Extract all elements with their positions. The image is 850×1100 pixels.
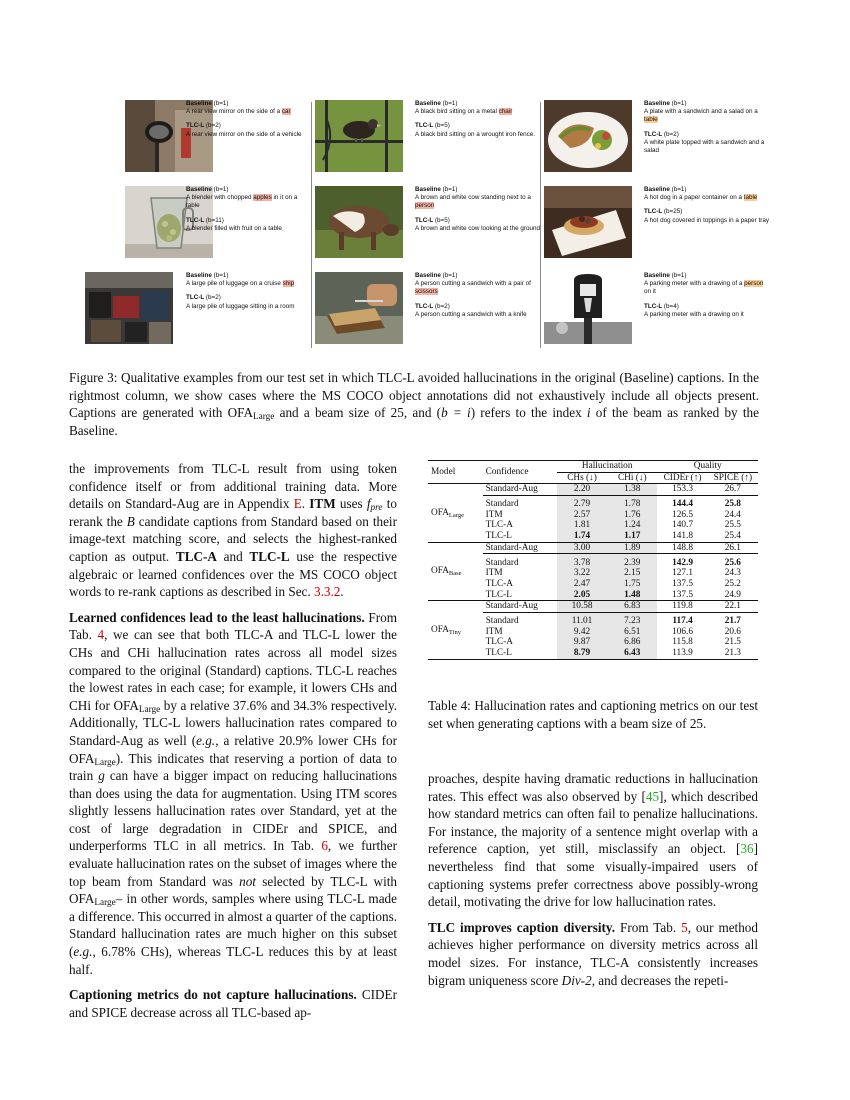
confidence-label: Standard-Aug [485,484,538,495]
table-row [428,542,758,554]
chi-value: 6.86 [607,637,657,648]
confidence-label: ITM [485,568,503,579]
model-name: $OFA_{Tiny}$ [428,601,483,659]
spice-value: 25.2 [724,578,741,589]
spice-value: 26.1 [708,542,758,554]
baseline-caption: Baseline (b=1) [415,100,458,107]
hallucinated-word: person [744,280,764,288]
baseline-caption: Baseline (b=1) [644,100,687,107]
figure-3 [85,96,769,354]
cider-value: 115.8 [672,637,693,648]
tlc-text: A white plate topped with a sandwich and a salad [644,138,765,155]
confidence-label: Standard-Aug [483,542,557,554]
bird-photo [315,100,403,172]
column-divider [311,102,312,348]
tlc-text: A parking meter with a drawing on it [644,310,744,318]
confidence-label: TLC-L [485,531,512,542]
cider-value: 113.9 [657,648,707,659]
example-captions [415,272,540,319]
hallucinated-word: chair [498,108,513,116]
spice-value: 21.5 [724,637,741,648]
spice-value: 21.7 [724,616,741,627]
tlc-text: A large pile of luggage sitting in a room [186,302,295,310]
chs-value: 11.01 [557,616,607,627]
table-link[interactable]: 4 [97,627,105,643]
citation-link[interactable]: 45 [645,788,660,804]
paragraph-diversity: TLC improves caption diversity. From Tab. 5, our method achieves higher performance on diversity metrics across all model sizes. For instance, TLC-A consistently increases bigram uniqueness score Div-2, and decreases the repeti- [428,919,758,988]
tlc-text: A person cutting a sandwich with a knife [415,310,527,318]
cider-value: 148.8 [657,542,707,554]
paragraph-heading: TLC improves caption diversity. [428,919,616,935]
tlc-caption: TLC-L (b=11) [186,216,224,224]
chs-value: 10.58 [557,601,607,613]
chs-value: 9.87 [557,637,607,648]
baseline-text: A blender with chopped apples in it on a table [186,194,298,210]
example-captions [644,186,769,225]
header-spice: SPICE (↑) [708,472,758,484]
figure-column [85,96,311,354]
spice-value: 26.7 [724,484,741,495]
chi-value: 2.15 [607,568,657,579]
spice-value: 25.6 [724,557,741,568]
hallucinated-word: table [743,194,758,202]
baseline-text: A large pile of luggage on a cruise ship [186,280,295,288]
chi-value: 1.17 [607,531,657,542]
cider-value: 137.5 [672,589,693,600]
chi-value: 1.89 [607,542,657,554]
tlc-text: A blender filled with fruit on a table [186,224,282,232]
appendix-link[interactable]: E [293,496,302,512]
tlc-caption: TLC-L (b=5) [415,122,450,130]
chi-value: 7.23 [607,616,657,627]
chs-value: 1.81 [557,520,607,531]
confidence-label: Standard [485,616,519,627]
figure-column [544,96,770,354]
hotdog-photo [544,186,632,258]
chi-value: 6.83 [607,601,657,613]
luggage-photo [85,272,173,344]
figure-caption: Figure 3: Qualitative examples from our test set in which TLC-L avoided hallucinations in the original (Baseline) captions. In the rightmost column, we show cases where the MS COCO object annotations did not exhaustively include all objects present. Captions are generated with $OFA_{Large}$ and a beam size of 25, and (b = i) refers to the index i of the beam as ranked by the Baseline. [69,370,759,438]
tlc-caption: TLC-L (b=25) [644,208,683,216]
cider-value: 153.3 [672,484,693,495]
meter-photo [544,272,632,344]
model-name: $OFA_{Base}$ [428,542,483,600]
sandwich-photo [315,272,403,344]
confidence-label: ITM [485,509,503,520]
chi-value: 1.38 [607,484,657,496]
tlc-text: A brown and white cow looking at the ground [415,224,540,232]
plate-photo [544,100,632,172]
left-column [69,460,397,1029]
table-row [428,484,758,496]
figure-example [85,96,311,176]
paragraph-heading: Captioning metrics do not capture hallucinations. [69,987,357,1003]
confidence-label: ITM [485,626,503,637]
example-captions [186,100,311,139]
cider-value: 117.4 [672,616,693,627]
figure-example [85,268,311,348]
chs-value: 3.78 [557,558,607,569]
cow-photo [315,186,403,258]
chs-value: 2.79 [557,499,607,510]
paragraph-learned-confidences: Learned confidences lead to the least hallucinations. From Tab. 4, we can see that both TLC-A and TLC-L lower the CHs and CHi hallucination rates across all model sizes compared to the original (Standard) captions. TLC-L reaches the lowest rates in each case; for example, it lowers CHs and CHi for $OFA_{Large}$ by a relative 37.6% and 34.3% respectively. Additionally, TLC-L lowers hallucination rates compared to Standard-Aug as well (e.g., a relative 20.9% lower CHs for $OFA_{Large}$). This indicates that reserving a portion of data to train g can have a bigger impact on reducing hallucinations than does using the data for augmentation. Using ITM scores slightly lessens hallucination rates over Standard, yet at the cost of large degradation in CIDEr and SPICE, and underperforms TLC in all metrics. In Tab. 6, we further evaluate hallucination rates on the subset of images where the top beam from Standard was not selected by TLC-L with $OFA_{Large}-$ in other words, samples where using TLC-L made a difference. This occurred in almost a quarter of the captions. Standard hallucination rates are much higher on this subset (e.g., 6.78% CHs), whereas TLC-L reduces this by at least half. [69,609,397,977]
figure-example [544,96,770,176]
header-chi: CHi (↓) [607,472,657,484]
cider-value: 142.9 [672,557,693,568]
cider-value: 137.5 [672,578,693,589]
figure-example [85,182,311,262]
example-captions [415,186,540,233]
hallucinated-word: car [281,108,291,116]
chs-value: 8.79 [557,648,607,659]
chs-value: 3.00 [557,542,607,554]
example-captions [644,100,769,155]
confidence-label: TLC-L [483,648,557,659]
baseline-text: A rear view mirror on the side of a car [186,108,291,116]
spice-value: 24.4 [724,509,741,520]
tlc-caption: TLC-L (b=2) [186,122,221,130]
chs-value: 3.22 [557,568,607,579]
example-captions [644,272,769,319]
header-confidence: Confidence [483,461,557,484]
tlc-caption: TLC-L (b=2) [415,302,450,310]
baseline-caption: Baseline (b=1) [644,186,687,193]
header-cider: CIDEr (↑) [657,472,707,484]
confidence-label: TLC-A [485,637,513,648]
table-caption: Table 4: Hallucination rates and captioning metrics on our test set when generating captions with a beam size of 25. [428,698,758,731]
baseline-caption: Baseline (b=1) [415,272,458,279]
baseline-text: A plate with a sandwich and a salad on a table [644,108,758,124]
chi-value: 1.48 [607,590,657,601]
tlc-text: A black bird sitting on a wrought iron fence. [415,130,536,138]
paragraph-heading: Learned confidences lead to the least hallucinations. [69,609,365,625]
header-chs: CHs (↓) [557,472,607,484]
section-link[interactable]: 3.3.2 [314,584,341,600]
spice-value: 21.3 [708,648,758,659]
cider-value: 127.1 [672,568,693,579]
chs-value: 2.05 [557,590,607,601]
chs-value: 2.47 [557,579,607,590]
table-row [428,601,758,613]
tlc-caption: TLC-L (b=2) [644,130,679,138]
paragraph-metrics-continued: proaches, despite having dramatic reductions in hallucination rates. This effect was also observed by [45], which described how standard metrics can often fail to penalize hallucinations. For instance, the majority of a sentence might overlap with a reference caption, yet still, misclassify an object. [36] nevertheless find that some visually-impaired users of captioning systems prefer correctness above possibly-wrong detail, motivating the drive for low hallucination rates. [428,771,758,910]
confidence-label: TLC-A [485,520,513,531]
chi-value: 1.76 [607,510,657,521]
baseline-caption: Baseline (b=1) [186,100,229,107]
header-quality: Quality [657,461,758,473]
figure-example [544,268,770,348]
cider-value: 144.4 [672,499,693,510]
hallucinated-word: scissors [415,288,438,296]
paragraph-captioning-metrics: Captioning metrics do not capture hallucinations. CIDEr and SPICE decrease across all TLC-based ap- [69,987,397,1020]
hallucinated-word: ship [282,280,295,288]
chs-value: 2.57 [557,510,607,521]
chs-value: 2.20 [557,484,607,496]
confidence-label: Standard-Aug [483,601,557,613]
baseline-text: A person cutting a sandwich with a pair of scissors [415,280,531,296]
chs-value: 1.74 [557,531,607,542]
spice-value: 20.6 [724,626,741,637]
chi-value: 6.51 [607,627,657,638]
hallucinated-word: table [644,116,658,124]
spice-value: 25.8 [724,499,741,510]
cider-value: 141.8 [672,531,693,542]
spice-value: 24.3 [724,568,741,579]
tlc-caption: TLC-L (b=2) [186,294,221,302]
tlc-caption: TLC-L (b=4) [644,302,679,310]
tlc-text: A rear view mirror on the side of a vehicle [186,130,302,138]
header-model: Model [428,461,483,484]
baseline-text: A black bird sitting on a metal chair [415,108,513,116]
hallucinated-word: apples [253,194,272,202]
figure-example [544,182,770,262]
chi-value: 1.75 [607,579,657,590]
confidence-label: TLC-L [485,589,512,600]
figure-example [315,268,541,348]
cider-value: 140.7 [672,520,693,531]
chi-value: 1.24 [607,520,657,531]
table-link[interactable]: 5 [681,919,688,935]
baseline-caption: Baseline (b=1) [644,272,687,279]
baseline-caption: Baseline (b=1) [186,186,229,193]
example-captions [415,100,540,139]
example-captions [186,186,311,233]
table-header-row [428,461,758,473]
confidence-label: Standard [485,499,519,510]
confidence-label: TLC-A [485,578,513,589]
spice-value: 24.9 [724,589,741,600]
confidence-label: Standard [485,557,519,568]
right-column [428,770,758,997]
table-link[interactable]: 6 [321,838,328,854]
table-4 [428,460,758,660]
model-name: $OFA_{Large}$ [431,507,464,519]
hallucinated-word: person [415,202,435,210]
chi-value: 2.39 [607,558,657,569]
figure-example [315,182,541,262]
baseline-text: A brown and white cow standing next to a person [415,194,531,210]
tlc-text: A hot dog covered in toppings in a paper tray [644,216,769,224]
header-hallucination: Hallucination [557,461,658,473]
chi-value: 1.78 [607,499,657,510]
baseline-text: A hot dog in a paper container on a table [644,194,758,202]
spice-value: 25.5 [724,520,741,531]
baseline-caption: Baseline (b=1) [186,272,229,279]
cider-value: 119.8 [657,601,707,613]
figure-column [315,96,541,354]
spice-value: 25.4 [724,531,741,542]
baseline-text: A parking meter with a drawing of a person on it [644,280,764,296]
paragraph-methods: the improvements from TLC-L result from using token confidence itself or from additional training data. More details on Standard-Aug are in Appendix E. ITM uses $f_{pre}$ to rerank the B candidate captions from Standard based on their image-text matching score, and selects the highest-ranked caption as output. TLC-A and TLC-L use the respective algebraic or learned confidences over the MS COCO object words to re-rank captions as described in Sec. 3.3.2. [69,461,398,600]
chs-value: 9.42 [557,627,607,638]
tlc-caption: TLC-L (b=5) [415,216,450,224]
citation-link[interactable]: 36 [740,841,754,857]
spice-value: 22.1 [708,601,758,613]
baseline-caption: Baseline (b=1) [415,186,458,193]
chi-value: 6.43 [607,648,657,659]
example-captions [186,272,311,311]
cider-value: 126.5 [672,509,693,520]
cider-value: 106.6 [672,626,693,637]
figure-example [315,96,541,176]
